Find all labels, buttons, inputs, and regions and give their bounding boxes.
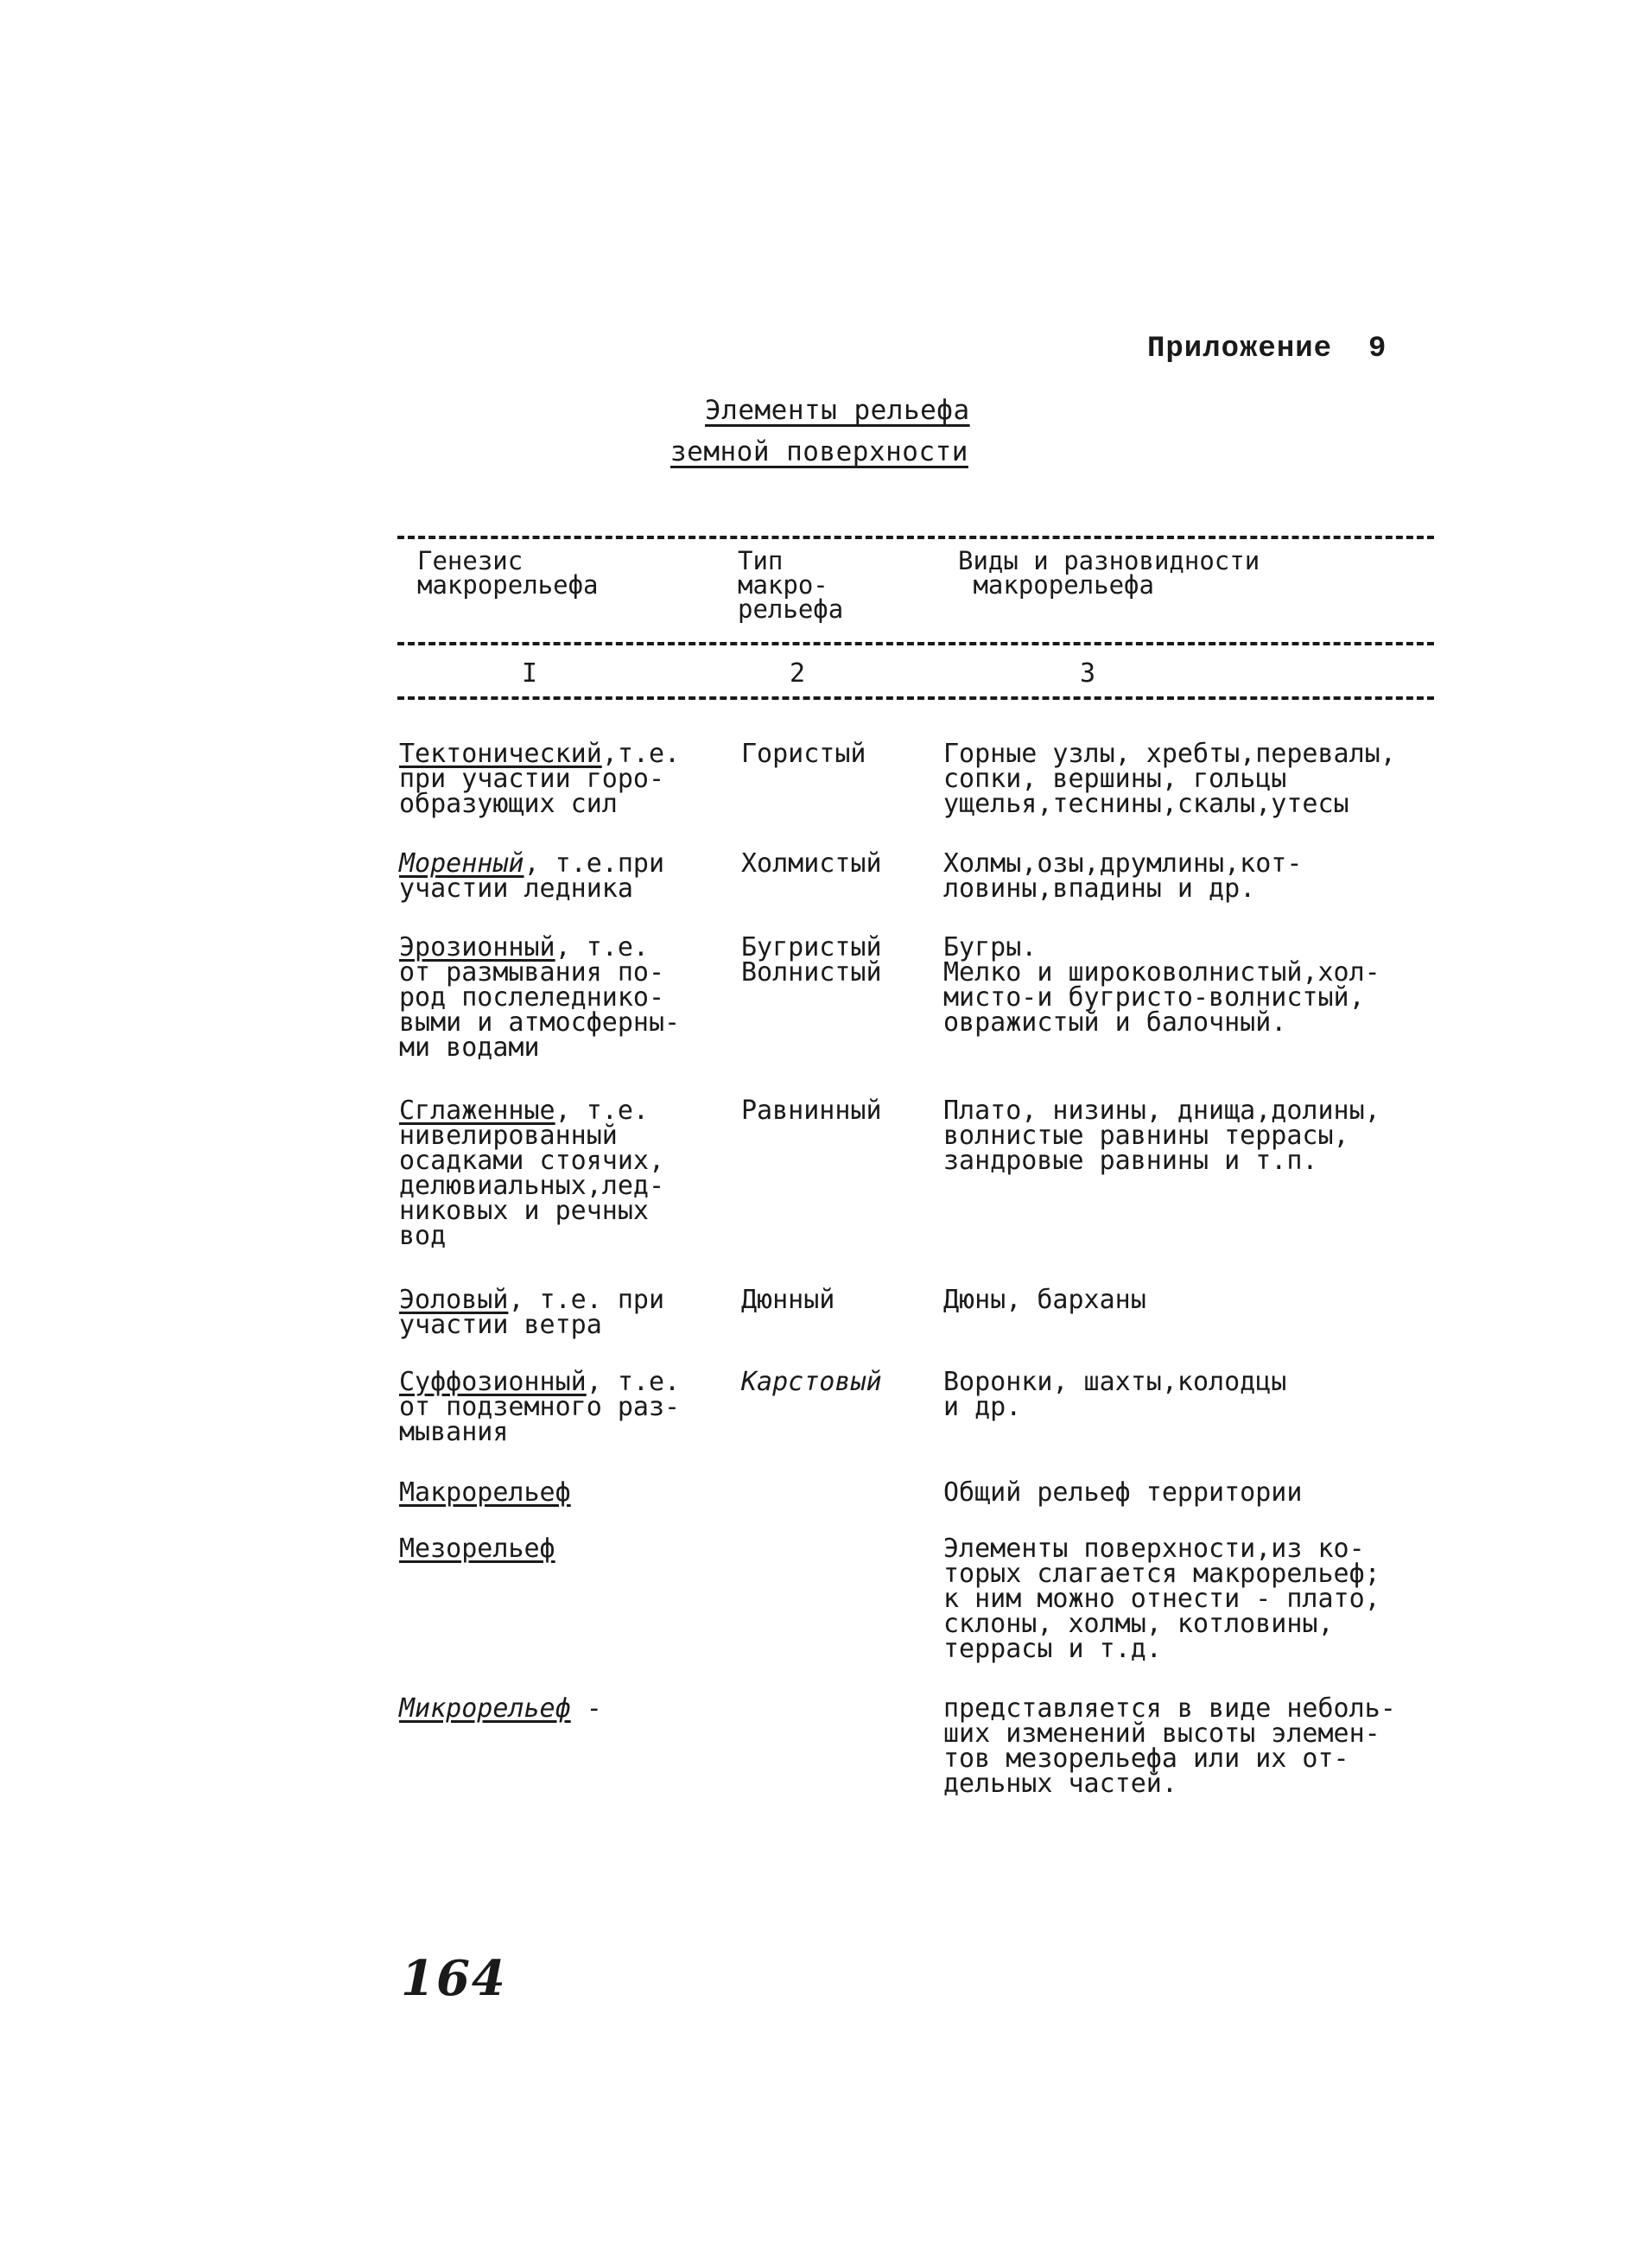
genesis-term: Моренный — [399, 848, 524, 879]
table-row-genesis — [399, 1096, 665, 1251]
genesis-term: Сглаженные — [399, 1096, 555, 1126]
header-genesis: Генезис макрорельефа — [417, 546, 599, 600]
document-title-line-1: Элементы рельефа — [705, 395, 970, 426]
table-row-genesis — [399, 1693, 602, 1724]
genesis-description: ,т.е. при участии горо- образующих сил — [399, 739, 681, 819]
table-row-genesis — [399, 1369, 680, 1445]
header-kinds: Виды и разновидности макрорельефа — [958, 546, 1260, 600]
genesis-term: Микрорельеф — [399, 1693, 571, 1724]
genesis-term: Тектонический — [399, 739, 602, 769]
table-row-kinds: Элементы поверхности,из ко- торых слагается макрорельеф; к ним можно отнести - плато, склоны, холмы, котловины, террасы и т.д. — [943, 1534, 1380, 1664]
table-row-type: Дюнный — [741, 1285, 835, 1315]
appendix-word: Приложение — [1147, 333, 1333, 365]
table-row-kinds: Бугры. Мелко и широковолнистый,хол- мисто-и бугристо-волнистый, овражистый и балочный. — [943, 932, 1380, 1038]
genesis-description: , т.е. нивелированный осадками стоячих, делювиальных,лед- никовых и речных вод — [399, 1096, 665, 1251]
page-number: 164 — [401, 1950, 507, 2007]
genesis-term: Эоловый — [399, 1285, 509, 1315]
genesis-description: , т.е. от подземного раз- мывания — [399, 1367, 681, 1447]
table-header-rule — [397, 642, 1434, 645]
appendix-label — [1147, 333, 1387, 365]
table-row-genesis — [399, 1285, 665, 1340]
column-number-3: 3 — [1080, 658, 1096, 689]
table-row-genesis — [399, 1534, 555, 1564]
table-row-type: Гористый — [741, 739, 866, 769]
table-row-type: Карстовый — [741, 1367, 882, 1397]
appendix-number: 9 — [1368, 333, 1387, 365]
genesis-term: Мезорельеф — [399, 1534, 555, 1564]
genesis-term: Макрорельеф — [399, 1477, 571, 1508]
genesis-term: Суффозионный — [399, 1367, 587, 1397]
table-row-genesis — [399, 1477, 571, 1508]
table-row-type: Равнинный — [741, 1096, 882, 1126]
table-row-kinds: Горные узлы, хребты,перевалы, сопки, вершины, гольцы ущелья,теснины,скалы,утесы — [943, 739, 1396, 819]
table-row-type: Бугристый Волнистый — [741, 932, 882, 988]
table-row-kinds: представляется в виде неболь- ших изменений высоты элемен- тов мезорельефа или их от- дельных частей. — [943, 1693, 1396, 1799]
genesis-description: , т.е.при участии ледника — [399, 848, 665, 904]
genesis-description: - — [570, 1693, 602, 1724]
header-type: Тип макро- рельефа — [738, 546, 844, 624]
table-row-type: Холмистый — [741, 848, 882, 879]
table-row-kinds: Холмы,озы,друмлины,кот- ловины,впадины и др. — [943, 848, 1303, 904]
table-row-kinds: Плато, низины, днища,долины, волнистые равнины террасы, зандровые равнины и т.п. — [943, 1096, 1380, 1176]
table-top-rule — [397, 536, 1434, 539]
table-row-genesis — [399, 848, 665, 904]
genesis-description: , т.е. при участии ветра — [399, 1285, 665, 1340]
table-number-rule — [397, 696, 1434, 700]
genesis-term: Эрозионный — [399, 932, 555, 962]
table-row-kinds: Воронки, шахты,колодцы и др. — [943, 1367, 1287, 1422]
column-number-1: I — [522, 658, 538, 689]
table-row-kinds: Общий рельеф территории — [943, 1477, 1303, 1508]
document-title-line-2: земной поверхности — [670, 436, 968, 467]
table-row-genesis — [399, 739, 681, 819]
genesis-description: , т.е. от размывания по- род послеледнико- выми и атмосферны- ми водами — [399, 932, 681, 1063]
table-row-genesis — [399, 932, 681, 1063]
table-row-kinds: Дюны, барханы — [943, 1285, 1146, 1315]
column-number-2: 2 — [790, 658, 806, 689]
